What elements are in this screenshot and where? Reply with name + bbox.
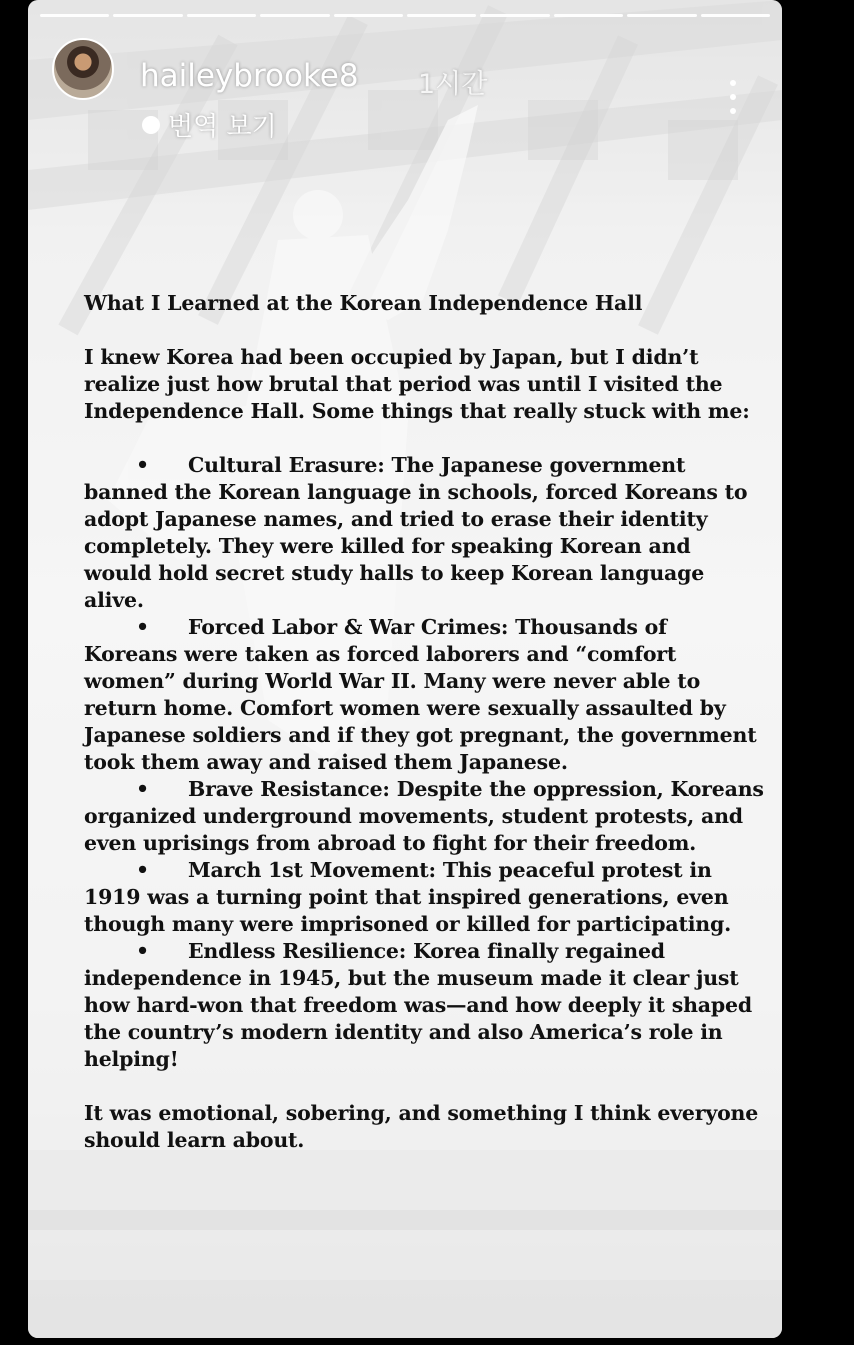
bullet-item xyxy=(84,857,764,938)
bullet-text: March 1st Movement: This peaceful protest in 1919 was a turning point that inspired generations, even though many were imprisoned or killed for participating. xyxy=(84,858,732,936)
progress-segment xyxy=(480,14,549,17)
post-intro: I knew Korea had been occupied by Japan, but I didn’t realize just how brutal that period was until I visited the Independence Hall. Some things that really stuck with me: xyxy=(84,345,750,423)
avatar[interactable] xyxy=(52,38,114,100)
progress-segment xyxy=(701,14,770,17)
bullet-text: Brave Resistance: Despite the oppression, Koreans organized underground movements, student protests, and even uprisings from abroad to fight for their freedom. xyxy=(84,777,764,855)
post-title: What I Learned at the Korean Independence Hall xyxy=(84,291,643,315)
timestamp: 1시간 xyxy=(418,69,488,100)
bullet-text: Forced Labor & War Crimes: Thousands of Koreans were taken as forced laborers and “comfort women” during World War II. Many were never able to return home. Comfort women were sexually assaulted by Japanese soldiers and if they got pregnant, the government took them away and raised them Japanese. xyxy=(84,615,757,774)
bullet-marker: • xyxy=(136,858,149,882)
translate-label: 번역 보기 xyxy=(168,112,277,142)
bullet-marker: • xyxy=(136,615,149,639)
story-progress-bar xyxy=(40,14,770,17)
progress-segment xyxy=(627,14,696,17)
bullet-item xyxy=(84,452,764,614)
story-viewer[interactable] xyxy=(28,0,782,1338)
progress-segment xyxy=(407,14,476,17)
bullet-text: Endless Resilience: Korea finally regained independence in 1945, but the museum made it clear just how hard-won that freedom was—and how deeply it shaped the country’s modern identity and also America’s role in helping! xyxy=(84,939,752,1071)
progress-segment xyxy=(554,14,623,17)
progress-segment xyxy=(113,14,182,17)
bullet-marker: • xyxy=(136,453,149,477)
bullet-item xyxy=(84,614,764,776)
bullet-item xyxy=(84,938,764,1073)
story-header xyxy=(52,30,762,142)
progress-segment xyxy=(40,14,109,17)
progress-segment xyxy=(187,14,256,17)
progress-segment xyxy=(334,14,403,17)
translate-button[interactable] xyxy=(142,106,277,143)
translate-icon xyxy=(142,116,160,134)
username[interactable]: haileybrooke8 xyxy=(140,58,359,94)
post-closing: It was emotional, sobering, and something I think everyone should learn about. xyxy=(84,1101,759,1152)
bullet-list xyxy=(84,452,764,1073)
story-text xyxy=(84,290,764,1154)
bullet-item xyxy=(84,776,764,857)
bullet-marker: • xyxy=(136,939,149,963)
more-options-icon[interactable] xyxy=(728,80,738,114)
bullet-marker: • xyxy=(136,777,149,801)
bullet-text: Cultural Erasure: The Japanese government banned the Korean language in schools, forced Koreans to adopt Japanese names, and tried to erase their identity completely. They were killed for speaking Korean and would hold secret study halls to keep Korean language alive. xyxy=(84,453,748,612)
progress-segment xyxy=(260,14,329,17)
